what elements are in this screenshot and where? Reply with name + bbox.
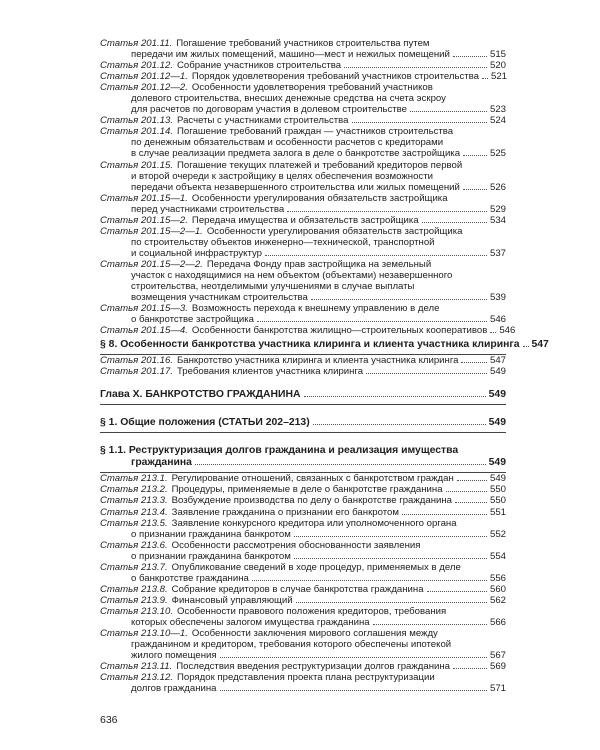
dot-leader — [427, 591, 487, 592]
entry-title: Требования клиентов участника клиринга — [176, 366, 364, 378]
article-number: Статья 201.15—2—2. — [100, 258, 203, 270]
toc-entry-line — [100, 237, 506, 248]
entry-page-number: 534 — [489, 214, 506, 226]
toc-section-heading — [100, 389, 506, 405]
toc-entry-line — [100, 417, 506, 429]
toc-entry-line — [100, 226, 506, 237]
entry-title: Особенности заключения мирового соглашения между — [191, 628, 438, 640]
table-of-contents — [100, 38, 549, 695]
toc-entry — [100, 160, 506, 193]
entry-title: Особенности урегулирования обязательств застройщика — [191, 192, 448, 204]
entry-title: Опубликование сведений в ходе процедур, применяемых в деле — [171, 561, 461, 573]
article-number: Статья 213.9. — [100, 594, 168, 606]
toc-entry-line — [100, 281, 506, 292]
entry-page-number: 551 — [489, 506, 506, 518]
entry-title: Погашение требований граждан — участников строительства — [176, 126, 454, 138]
entry-title: § 8. Особенности банкротства участника клиринга и клиента участника клиринга — [100, 339, 520, 351]
toc-entry-line — [100, 551, 506, 562]
toc-entry — [100, 672, 506, 694]
entry-title: Финансовый управляющий — [171, 594, 293, 606]
toc-entry — [100, 355, 506, 366]
toc-section-heading — [100, 445, 506, 473]
toc-entry-line — [100, 215, 506, 226]
toc-entry-line — [100, 628, 506, 639]
entry-title: о банкротстве застройщика — [131, 314, 254, 326]
entry-title: Погашение требований участников строительства путем — [176, 38, 430, 49]
entry-page-number: 539 — [489, 292, 506, 304]
entry-title: участок с находящимися на нем объектом (объектами) незавершенного — [131, 269, 453, 281]
dot-leader — [366, 373, 487, 374]
toc-entry — [100, 507, 506, 518]
entry-page-number: 546 — [489, 314, 506, 326]
entry-title: Последствия введения реструктуризации долгов гражданина — [176, 661, 451, 673]
entry-page-number: 562 — [489, 594, 506, 606]
toc-entry-line — [100, 518, 506, 529]
toc-entry-line — [100, 639, 506, 650]
entry-title: Глава X. БАНКРОТСТВО ГРАЖДАНИНА — [100, 389, 301, 401]
entry-title: Банкротство участника клиринга и клиента участника клиринга — [176, 355, 459, 367]
toc-entry-line — [100, 529, 506, 540]
entry-page-number: 547 — [489, 355, 506, 367]
entry-title: Расчеты с участниками строительства — [176, 115, 349, 127]
toc-entry-line — [100, 160, 506, 171]
toc-entry-line — [100, 148, 506, 159]
dot-leader — [490, 332, 496, 333]
entry-title: в случае реализации предмета залога в деле о банкротстве застройщика — [131, 148, 461, 160]
entry-title: Заявление конкурсного кредитора или уполномоченного органа — [171, 517, 457, 529]
entry-title: Передача Фонду прав застройщика на земельный — [206, 258, 432, 270]
toc-section-heading — [100, 339, 549, 355]
dot-leader — [461, 362, 487, 363]
toc-entry — [100, 259, 506, 303]
entry-title: Регулирование отношений, связанных с банкротством граждан — [171, 473, 454, 485]
entry-title: Возможность перехода к внешнему управлению в деле — [191, 303, 440, 315]
toc-entry-line — [100, 339, 549, 351]
toc-entry-line — [100, 573, 506, 584]
toc-entry — [100, 325, 516, 337]
dot-leader — [311, 299, 487, 300]
toc-entry-line — [100, 325, 516, 337]
entry-title: Особенности удовлетворения требований участников — [191, 82, 433, 94]
article-number: Статья 213.12. — [100, 672, 173, 684]
toc-entry-line — [100, 389, 506, 401]
toc-entry-line — [100, 193, 506, 204]
toc-entry — [100, 473, 506, 484]
toc-entry — [100, 71, 506, 82]
entry-title: Заявление гражданина о признании его банкротом — [171, 506, 399, 518]
dot-leader — [402, 514, 487, 515]
dot-leader — [304, 396, 486, 397]
article-number: Статья 201.15—4. — [100, 325, 188, 337]
article-number: Статья 201.15—1. — [100, 192, 188, 204]
toc-entry-line — [100, 661, 506, 672]
entry-page-number: 520 — [489, 60, 506, 72]
entry-title: перед участниками строительства — [131, 203, 285, 215]
toc-entry-line — [100, 303, 506, 314]
dot-leader — [453, 668, 487, 669]
dot-leader — [257, 321, 487, 322]
dot-leader — [220, 690, 487, 691]
dot-leader — [252, 580, 487, 581]
entry-page-number: 515 — [489, 49, 506, 61]
entry-title: Возбуждение производства по делу о банкротстве гражданина — [171, 495, 453, 507]
toc-entry-line — [100, 650, 506, 661]
entry-title: по денежным обязательствам и особенности расчетов с кредиторами — [131, 137, 444, 149]
entry-page-number: 549 — [488, 457, 506, 469]
article-number: Статья 201.14. — [100, 126, 173, 138]
toc-entry — [100, 484, 506, 495]
article-number: Статья 213.11. — [100, 661, 173, 673]
entry-page-number: 550 — [489, 484, 506, 496]
entry-page-number: 523 — [489, 104, 506, 116]
entry-title: передачи им жилых помещений, машино—мест и нежилых помещений — [131, 49, 450, 61]
entry-title: которых обеспечены залогом имущества гражданина — [131, 616, 370, 628]
article-number: Статья 201.17. — [100, 366, 173, 378]
dot-leader — [287, 211, 487, 212]
toc-entry — [100, 82, 506, 115]
entry-title: долевого строительства, внесших денежные средства на счета эскроу — [131, 93, 446, 105]
entry-page-number: 525 — [489, 148, 506, 160]
entry-page-number: 560 — [489, 583, 506, 595]
article-number: Статья 201.13. — [100, 115, 173, 127]
entry-page-number: 549 — [489, 366, 506, 378]
article-number: Статья 213.8. — [100, 583, 168, 595]
toc-entry — [100, 60, 506, 71]
entry-page-number: 537 — [489, 247, 506, 259]
entry-page-number: 571 — [489, 683, 506, 695]
toc-entry-line — [100, 182, 506, 193]
entry-title: Погашение текущих платежей и требований кредиторов первой — [176, 159, 463, 171]
entry-title: жилого помещения — [131, 650, 217, 662]
entry-title: Особенности урегулирования обязательств застройщика — [206, 225, 463, 237]
toc-entry — [100, 661, 506, 672]
toc-entry-line — [100, 540, 506, 551]
article-number: Статья 213.1. — [100, 473, 168, 485]
entry-title: строительства, неотделимыми улучшениями в случае выплаты — [131, 281, 415, 293]
entry-page-number: 549 — [488, 417, 506, 429]
toc-entry-line — [100, 355, 506, 366]
dot-leader — [463, 155, 487, 156]
entry-page-number: 526 — [489, 181, 506, 193]
toc-entry-line — [100, 617, 506, 628]
article-number: Статья 201.16. — [100, 355, 173, 367]
heading-rule — [100, 432, 506, 433]
entry-page-number: 549 — [489, 473, 506, 485]
toc-entry-line — [100, 137, 506, 148]
entry-page-number: 554 — [489, 550, 506, 562]
entry-title: § 1.1. Реструктуризация долгов гражданина и реализация имущества — [100, 445, 459, 457]
article-number: Статья 213.10—1. — [100, 628, 188, 640]
toc-entry — [100, 540, 506, 562]
toc-entry-line — [100, 126, 506, 137]
entry-title: возмещения участникам строительства — [131, 292, 308, 304]
toc-entry-line — [100, 595, 506, 606]
toc-entry — [100, 126, 506, 159]
entry-page-number: 567 — [489, 650, 506, 662]
entry-page-number: 546 — [499, 325, 516, 337]
toc-entry-line — [100, 683, 506, 694]
dot-leader — [482, 78, 488, 79]
article-number: Статья 213.3. — [100, 495, 168, 507]
toc-entry-line — [100, 606, 506, 617]
dot-leader — [455, 502, 487, 503]
toc-entry — [100, 495, 506, 506]
article-number: Статья 213.2. — [100, 484, 168, 496]
entry-title: и социальной инфраструктур — [131, 247, 262, 259]
dot-leader — [344, 67, 487, 68]
entry-page-number: 550 — [489, 495, 506, 507]
entry-title: Передача имущества и обязательств застройщика — [191, 214, 419, 226]
dot-leader — [463, 189, 487, 190]
entry-title: гражданина — [131, 457, 192, 469]
entry-title: Особенности банкротства жилищно—строительных кооперативов — [191, 325, 488, 337]
toc-entry-line — [100, 60, 506, 71]
entry-page-number: 549 — [488, 389, 506, 401]
toc-entry-line — [100, 82, 506, 93]
article-number: Статья 201.15. — [100, 159, 173, 171]
toc-entry-line — [100, 171, 506, 182]
toc-entry — [100, 606, 506, 628]
entry-title: Собрание участников строительства — [176, 60, 342, 72]
entry-title: передачи объекта незавершенного строительства или жилых помещений — [131, 181, 460, 193]
toc-entry-line — [100, 484, 506, 495]
entry-page-number: 529 — [489, 203, 506, 215]
dot-leader — [446, 491, 487, 492]
toc-entry — [100, 366, 506, 377]
toc-entry — [100, 628, 506, 661]
entry-page-number: 521 — [491, 71, 508, 83]
article-number: Статья 213.7. — [100, 561, 168, 573]
page-number: 636 — [100, 714, 118, 726]
toc-entry-line — [100, 248, 506, 259]
article-number: Статья 201.11. — [100, 38, 173, 49]
entry-title: Особенности рассмотрения обоснованности заявления — [171, 539, 421, 551]
toc-entry-line — [100, 270, 506, 281]
dot-leader — [410, 111, 487, 112]
toc-entry-line — [100, 292, 506, 303]
entry-title: о банкротстве гражданина — [131, 572, 249, 584]
entry-title: и второй очереди к застройщику в целях обеспечения возможности — [131, 170, 433, 182]
dot-leader — [296, 602, 487, 603]
toc-entry-line — [100, 507, 506, 518]
toc-entry-line — [100, 204, 506, 215]
entry-page-number: 524 — [489, 115, 506, 127]
entry-page-number: 556 — [489, 572, 506, 584]
toc-entry-line — [100, 93, 506, 104]
entry-title: Порядок удовлетворения требований участников строительства — [191, 71, 479, 83]
entry-title: о признании гражданина банкротом — [131, 550, 291, 562]
entry-title: Процедуры, применяемые в деле о банкротстве гражданина — [171, 484, 443, 496]
dot-leader — [265, 255, 487, 256]
article-number: Статья 213.6. — [100, 539, 168, 551]
dot-leader — [453, 56, 487, 57]
article-number: Статья 201.15—2. — [100, 214, 188, 226]
dot-leader — [523, 346, 529, 347]
toc-entry-line — [100, 49, 506, 60]
entry-title: § 1. Общие положения (СТАТЬИ 202–213) — [100, 417, 310, 429]
dot-leader — [313, 424, 486, 425]
toc-entry — [100, 303, 506, 325]
toc-section-heading — [100, 417, 506, 433]
entry-title: о признании гражданина банкротом — [131, 528, 291, 540]
toc-entry-line — [100, 115, 506, 126]
entry-title: долгов гражданина — [131, 683, 217, 695]
dot-leader — [352, 122, 487, 123]
entry-title: по строительству объектов инженерно—технической, транспортной — [131, 236, 435, 248]
toc-entry-line — [100, 38, 506, 49]
entry-title: Особенности правового положения кредиторов, требования — [176, 605, 447, 617]
entry-title: для расчетов по договорам участия в долевом строительстве — [131, 104, 408, 116]
toc-entry-line — [100, 457, 506, 469]
dot-leader — [220, 657, 487, 658]
dot-leader — [195, 464, 486, 465]
article-number: Статья 201.12—2. — [100, 82, 188, 94]
article-number: Статья 201.12—1. — [100, 71, 188, 83]
entry-page-number: 566 — [489, 616, 506, 628]
article-number: Статья 213.10. — [100, 605, 173, 617]
article-number: Статья 201.12. — [100, 60, 173, 72]
toc-entry-line — [100, 584, 506, 595]
toc-entry — [100, 562, 506, 584]
toc-entry-line — [100, 314, 506, 325]
article-number: Статья 213.5. — [100, 517, 168, 529]
heading-rule — [100, 404, 506, 405]
entry-page-number: 569 — [489, 661, 506, 673]
entry-page-number: 547 — [531, 339, 549, 351]
entry-title: гражданином и кредитором, требования которого обеспечены ипотекой — [131, 639, 452, 651]
toc-entry-line — [100, 445, 506, 457]
toc-entry-line — [100, 473, 506, 484]
toc-entry-line — [100, 495, 506, 506]
toc-entry — [100, 584, 506, 595]
article-number: Статья 213.4. — [100, 506, 168, 518]
toc-entry-line — [100, 71, 506, 82]
toc-entry-line — [100, 672, 506, 683]
dot-leader — [294, 558, 487, 559]
toc-entry — [100, 518, 506, 540]
article-number: Статья 201.15—2—1. — [100, 225, 203, 237]
entry-title: Порядок представления проекта плана реструктуризации — [176, 672, 435, 684]
dot-leader — [422, 222, 487, 223]
toc-entry-line — [100, 562, 506, 573]
toc-entry — [100, 226, 506, 259]
entry-title: Собрание кредиторов в случае банкротства гражданина — [171, 583, 424, 595]
article-number: Статья 201.15—3. — [100, 303, 188, 315]
toc-entry-line — [100, 259, 506, 270]
dot-leader — [294, 536, 487, 537]
dot-leader — [457, 480, 487, 481]
toc-entry — [100, 38, 506, 60]
toc-entry — [100, 595, 506, 606]
toc-entry-line — [100, 104, 506, 115]
toc-entry — [100, 193, 506, 215]
toc-entry-line — [100, 366, 506, 377]
toc-entry — [100, 115, 506, 126]
dot-leader — [373, 624, 487, 625]
entry-page-number: 552 — [489, 528, 506, 540]
toc-entry — [100, 215, 506, 226]
